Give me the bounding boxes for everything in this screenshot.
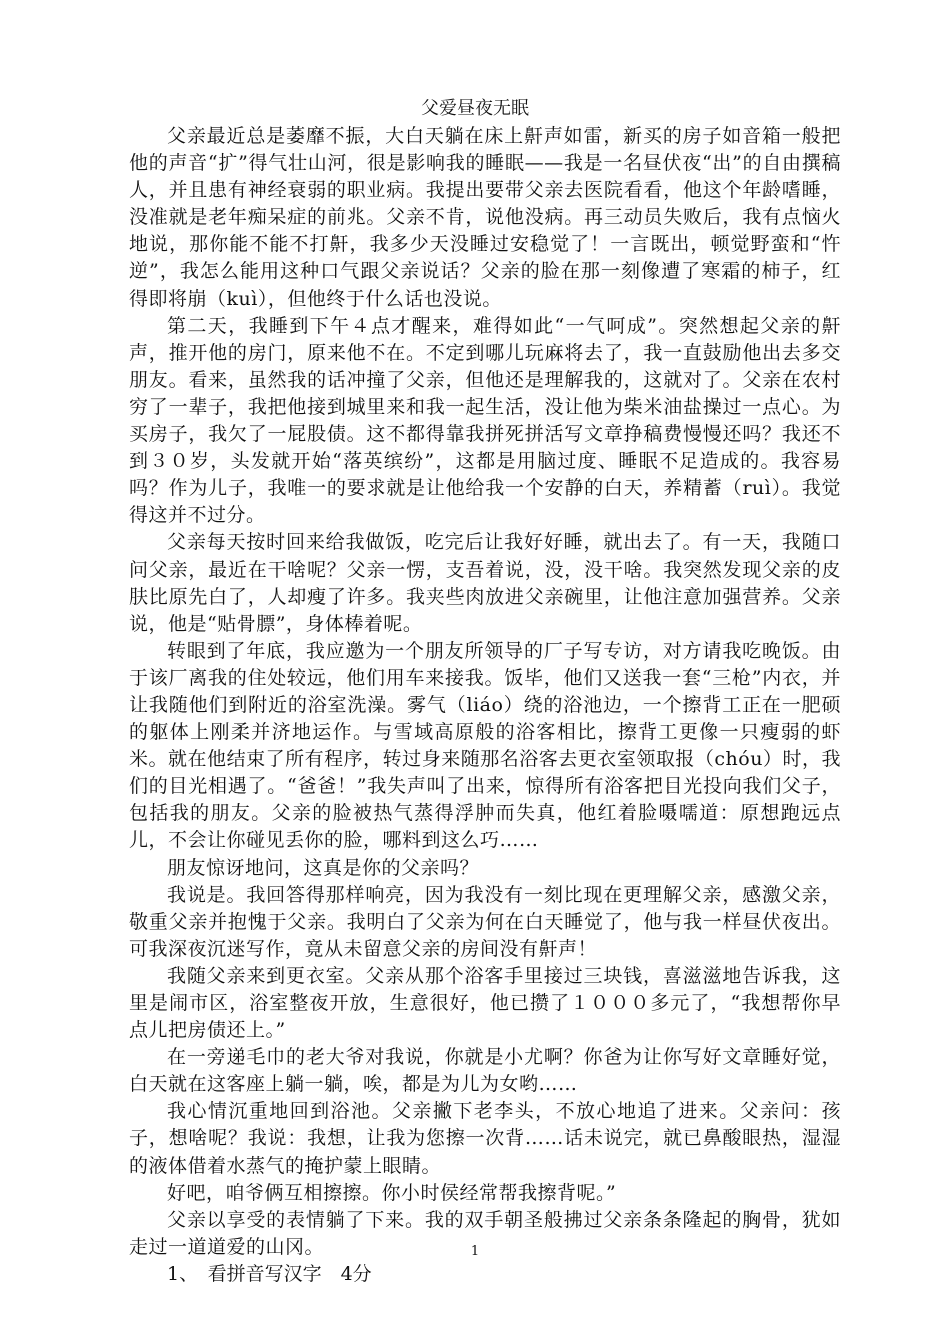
paragraph: 父亲每天按时回来给我做饭，吃完后让我好好睡，就出去了。有一天，我随口问父亲，最近在干啥呢？父亲一愣，支吾着说，没，没干啥。我突然发现父亲的皮肤比原先白了，人却瘦了许多。我夹些肉放进父亲碗里，让他注意加强营养。父亲说，他是“贴骨膘”，身体棒着呢。: [129, 531, 841, 635]
paragraph: 我心情沉重地回到浴池。父亲撇下老李头，不放心地追了进来。父亲问：孩子，想啥呢？我说：我想，让我为您擦一次背……话未说完，就已鼻酸眼热，湿湿的液体借着水蒸气的掩护蒙上眼睛。: [129, 1100, 841, 1177]
question-heading: 1、 看拼音写汉字 4分: [167, 1262, 372, 1285]
paragraph: 父亲以享受的表情躺了下来。我的双手朝圣般拂过父亲条条隆起的胸骨，犹如走过一道道爱的山冈。: [129, 1208, 841, 1258]
page-number: 1: [470, 1244, 480, 1259]
paragraph: 我说是。我回答得那样响亮，因为我没有一刻比现在更理解父亲，感激父亲，敬重父亲并抱愧于父亲。我明白了父亲为何在白天睡觉了，他与我一样昼伏夜出。可我深夜沉迷写作，竟从未留意父亲的房间没有鼾声！: [129, 883, 841, 960]
paragraph: 第二天，我睡到下午４点才醒来，难得如此“一气呵成”。突然想起父亲的鼾声，推开他的房门，原来他不在。不定到哪儿玩麻将去了，我一直鼓励他出去多交朋友。看来，虽然我的话冲撞了父亲，但他还是理解我的，这就对了。父亲在农村穷了一辈子，我把他接到城里来和我一起生活，没让他为柴米油盐操过一点心。为买房子，我欠了一屁股债。这不都得靠我拼死拼活写文章挣稿费慢慢还吗？我还不到３０岁，头发就开始“落英缤纷”，这都是用脑过度、睡眠不足造成的。我容易吗？作为儿子，我唯一的要求就是让他给我一个安静的白天，养精蓄（ruì）。我觉得这并不过分。: [129, 314, 841, 527]
paragraph: 转眼到了年底，我应邀为一个朋友所领导的厂子写专访，对方请我吃晚饭。由于该厂离我的住处较远，他们用车来接我。饭毕，他们又送我一套“三枪”内衣，并让我随他们到附近的浴室洗澡。雾气（liáo）绕的浴池边，一个擦背工正在一肥硕的躯体上刚柔并济地运作。与雪域高原般的浴客相比，擦背工更像一只瘦弱的虾米。就在他结束了所有程序，转过身来随那名浴客去更衣室领取报（chóu）时，我们的目光相遇了。“爸爸！”我失声叫了出来，惊得所有浴客把目光投向我们父子，包括我的朋友。父亲的脸被热气蒸得浮肿而失真，他红着脸嗫嚅道：原想跑远点儿，不会让你碰见丢你的脸，哪料到这么巧……: [129, 639, 841, 852]
article-body: [129, 123, 841, 1288]
paragraph: 我随父亲来到更衣室。父亲从那个浴客手里接过三块钱，喜滋滋地告诉我，这里是闹市区，浴室整夜开放，生意很好，他已攒了１０００多元了，“我想帮你早点儿把房债还上。”: [129, 964, 841, 1042]
paragraph: 在一旁递毛巾的老大爷对我说，你就是小尤啊？你爸为让你写好文章睡好觉，白天就在这客座上躺一躺，唉，都是为儿为女哟……: [129, 1046, 841, 1096]
paragraph: 好吧，咱爷俩互相擦擦。你小时侯经常帮我擦背呢。”: [167, 1181, 617, 1204]
document-title: 父爱昼夜无眠: [421, 98, 529, 119]
paragraph: 父亲最近总是萎靡不振，大白天躺在床上鼾声如雷，新买的房子如音箱一般把他的声音“扩”得气壮山河，很是影响我的睡眠——我是一名昼伏夜“出”的自由撰稿人，并且患有神经衰弱的职业病。我提出要带父亲去医院看看，他这个年龄嗜睡，没准就是老年痴呆症的前兆。父亲不肯，说他没病。再三动员失败后，我有点恼火地说，那你能不能不打鼾，我多少天没睡过安稳觉了！一言既出，顿觉野蛮和“忤逆”，我怎么能用这种口气跟父亲说话？父亲的脸在那一刻像遭了寒霜的柿子，红得即将崩（kuì），但他终于什么话也没说。: [129, 125, 841, 310]
paragraph: 朋友惊讶地问，这真是你的父亲吗？: [167, 856, 480, 879]
